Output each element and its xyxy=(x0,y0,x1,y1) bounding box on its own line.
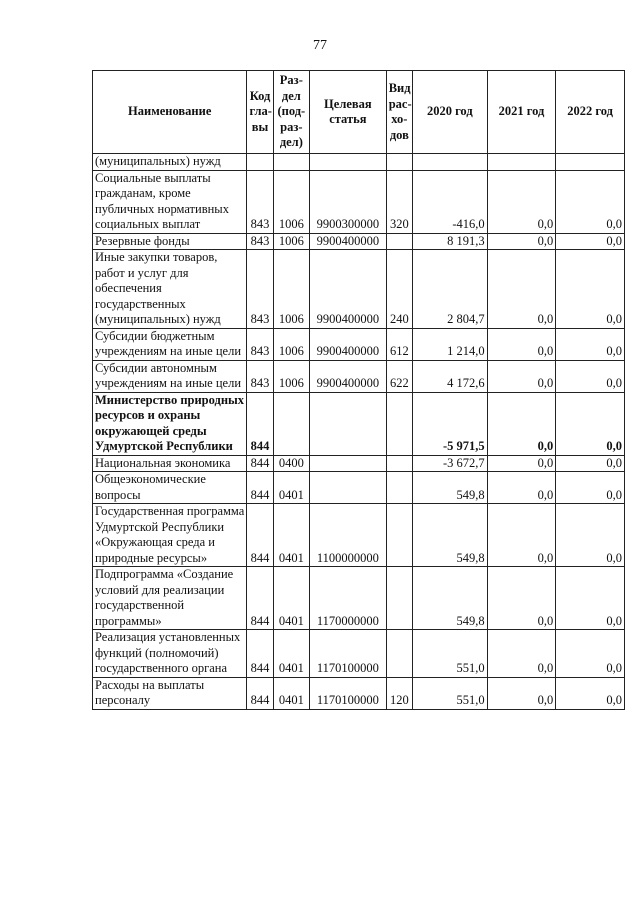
cell-expense-type xyxy=(386,392,412,455)
cell-name: Социальные выплаты гражданам, кроме публичных нормативных социальных выплат xyxy=(93,170,247,233)
cell-name: Иные закупки товаров, работ и услуг для обеспечения государственных (муниципальных) нужд xyxy=(93,250,247,329)
cell-2021: 0,0 xyxy=(487,392,556,455)
cell-2020: 549,8 xyxy=(412,567,487,630)
table-row xyxy=(93,567,625,630)
cell-chapter-code: 843 xyxy=(247,360,273,392)
cell-2022: 0,0 xyxy=(556,392,625,455)
cell-2020: 1 214,0 xyxy=(412,328,487,360)
page-number: 77 xyxy=(313,38,327,53)
table-row xyxy=(93,233,625,250)
cell-2022: 0,0 xyxy=(556,504,625,567)
cell-chapter-code xyxy=(247,154,273,171)
cell-section: 0401 xyxy=(273,504,309,567)
cell-expense-type: 120 xyxy=(386,677,412,709)
cell-2020: 4 172,6 xyxy=(412,360,487,392)
cell-2020: -3 672,7 xyxy=(412,455,487,472)
cell-2020: -5 971,5 xyxy=(412,392,487,455)
cell-2022: 0,0 xyxy=(556,455,625,472)
cell-section: 0401 xyxy=(273,630,309,678)
cell-chapter-code: 844 xyxy=(247,472,273,504)
header-expense-type: Вид рас- хо- дов xyxy=(386,71,412,154)
cell-chapter-code: 843 xyxy=(247,233,273,250)
cell-chapter-code: 844 xyxy=(247,504,273,567)
cell-2021: 0,0 xyxy=(487,472,556,504)
cell-expense-type: 320 xyxy=(386,170,412,233)
cell-section: 1006 xyxy=(273,233,309,250)
cell-name: Министерство природных ресурсов и охраны окружающей среды Удмуртской Республики xyxy=(93,392,247,455)
cell-2021: 0,0 xyxy=(487,233,556,250)
cell-expense-type xyxy=(386,455,412,472)
cell-2021 xyxy=(487,154,556,171)
header-2022: 2022 год xyxy=(556,71,625,154)
cell-2020: 549,8 xyxy=(412,472,487,504)
table-row xyxy=(93,170,625,233)
cell-name: Государственная программа Удмуртской Республики «Окружающая среда и природные ресурсы» xyxy=(93,504,247,567)
cell-2022: 0,0 xyxy=(556,250,625,329)
cell-2020: 549,8 xyxy=(412,504,487,567)
cell-2021: 0,0 xyxy=(487,455,556,472)
cell-section: 0401 xyxy=(273,472,309,504)
cell-section: 1006 xyxy=(273,250,309,329)
cell-2022: 0,0 xyxy=(556,328,625,360)
cell-2021: 0,0 xyxy=(487,567,556,630)
table-row xyxy=(93,472,625,504)
table-row xyxy=(93,154,625,171)
cell-name: Реализация установленных функций (полномочий) государственного органа xyxy=(93,630,247,678)
cell-section xyxy=(273,392,309,455)
cell-target-article: 1170100000 xyxy=(310,630,387,678)
cell-2022: 0,0 xyxy=(556,677,625,709)
cell-target-article: 9900300000 xyxy=(310,170,387,233)
cell-2022: 0,0 xyxy=(556,567,625,630)
table-header-row xyxy=(93,71,625,154)
cell-target-article: 9900400000 xyxy=(310,233,387,250)
cell-target-article: 9900400000 xyxy=(310,328,387,360)
cell-2020: -416,0 xyxy=(412,170,487,233)
header-name: Наименование xyxy=(93,71,247,154)
cell-name: Подпрограмма «Создание условий для реализации государственной программы» xyxy=(93,567,247,630)
cell-chapter-code: 844 xyxy=(247,677,273,709)
cell-2021: 0,0 xyxy=(487,250,556,329)
cell-section: 1006 xyxy=(273,170,309,233)
cell-2020: 551,0 xyxy=(412,677,487,709)
cell-chapter-code: 844 xyxy=(247,455,273,472)
cell-expense-type xyxy=(386,154,412,171)
cell-target-article: 1170000000 xyxy=(310,567,387,630)
cell-2021: 0,0 xyxy=(487,677,556,709)
cell-chapter-code: 843 xyxy=(247,328,273,360)
cell-target-article xyxy=(310,154,387,171)
cell-2020: 8 191,3 xyxy=(412,233,487,250)
cell-name: (муниципальных) нужд xyxy=(93,154,247,171)
table-row xyxy=(93,328,625,360)
cell-target-article xyxy=(310,392,387,455)
cell-chapter-code: 844 xyxy=(247,392,273,455)
cell-target-article: 9900400000 xyxy=(310,250,387,329)
cell-name: Расходы на выплаты персоналу xyxy=(93,677,247,709)
cell-2022: 0,0 xyxy=(556,233,625,250)
cell-expense-type: 612 xyxy=(386,328,412,360)
cell-expense-type: 240 xyxy=(386,250,412,329)
table-body xyxy=(93,154,625,710)
cell-expense-type xyxy=(386,504,412,567)
header-target-article: Целевая статья xyxy=(310,71,387,154)
header-2020: 2020 год xyxy=(412,71,487,154)
table-row xyxy=(93,250,625,329)
cell-2020 xyxy=(412,154,487,171)
cell-target-article: 1100000000 xyxy=(310,504,387,567)
cell-chapter-code: 843 xyxy=(247,170,273,233)
cell-2022: 0,0 xyxy=(556,170,625,233)
cell-2021: 0,0 xyxy=(487,504,556,567)
cell-2020: 551,0 xyxy=(412,630,487,678)
cell-2021: 0,0 xyxy=(487,360,556,392)
cell-section: 0400 xyxy=(273,455,309,472)
cell-section xyxy=(273,154,309,171)
cell-section: 0401 xyxy=(273,677,309,709)
cell-name: Общеэкономические вопросы xyxy=(93,472,247,504)
cell-name: Субсидии автономным учреждениям на иные цели xyxy=(93,360,247,392)
cell-2021: 0,0 xyxy=(487,630,556,678)
cell-section: 1006 xyxy=(273,328,309,360)
cell-target-article xyxy=(310,472,387,504)
cell-target-article: 9900400000 xyxy=(310,360,387,392)
cell-section: 1006 xyxy=(273,360,309,392)
table-row xyxy=(93,392,625,455)
table-row xyxy=(93,677,625,709)
table-row xyxy=(93,455,625,472)
cell-chapter-code: 844 xyxy=(247,630,273,678)
cell-2022 xyxy=(556,154,625,171)
cell-2021: 0,0 xyxy=(487,328,556,360)
cell-target-article: 1170100000 xyxy=(310,677,387,709)
cell-2022: 0,0 xyxy=(556,630,625,678)
cell-chapter-code: 844 xyxy=(247,567,273,630)
cell-expense-type xyxy=(386,630,412,678)
table-row xyxy=(93,360,625,392)
header-2021: 2021 год xyxy=(487,71,556,154)
cell-2022: 0,0 xyxy=(556,472,625,504)
table-row xyxy=(93,630,625,678)
cell-target-article xyxy=(310,455,387,472)
cell-expense-type xyxy=(386,233,412,250)
cell-2020: 2 804,7 xyxy=(412,250,487,329)
cell-expense-type: 622 xyxy=(386,360,412,392)
table-row xyxy=(93,504,625,567)
header-chapter-code: Код гла- вы xyxy=(247,71,273,154)
cell-name: Субсидии бюджетным учреждениям на иные цели xyxy=(93,328,247,360)
cell-2021: 0,0 xyxy=(487,170,556,233)
header-section: Раз- дел (под- раз- дел) xyxy=(273,71,309,154)
cell-2022: 0,0 xyxy=(556,360,625,392)
cell-section: 0401 xyxy=(273,567,309,630)
cell-name: Резервные фонды xyxy=(93,233,247,250)
cell-expense-type xyxy=(386,567,412,630)
cell-chapter-code: 843 xyxy=(247,250,273,329)
cell-name: Национальная экономика xyxy=(93,455,247,472)
budget-table xyxy=(92,70,625,710)
cell-expense-type xyxy=(386,472,412,504)
